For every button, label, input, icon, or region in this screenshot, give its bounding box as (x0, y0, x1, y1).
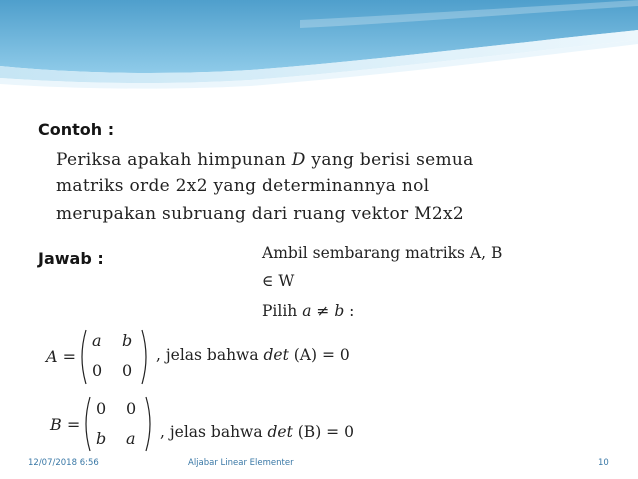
problem-line-1: Periksa apakah himpunan D yang berisi semua (56, 150, 474, 170)
footer-date: 12/07/2018 6:56 (28, 458, 99, 468)
matrix-b-note: , jelas bahwa det (B) = 0 (160, 423, 354, 441)
matrix-a-cell-21: 0 (92, 361, 103, 380)
matrix-a-note: , jelas bahwa det (A) = 0 (156, 346, 350, 364)
matrix-a-cell-11: a (92, 331, 102, 350)
right-line-3: Pilih a ≠ b : (262, 302, 355, 320)
matrix-b-cell-11: 0 (96, 399, 107, 418)
matrix-a-label: A = (46, 347, 77, 366)
problem-line-3: merupakan subruang dari ruang vektor M2x2 (56, 204, 464, 224)
contoh-heading: Contoh : (38, 120, 115, 139)
matrix-a-cell-12: b (122, 331, 133, 350)
matrix-b-cell-12: 0 (126, 399, 137, 418)
right-line-2: ∈ W (262, 272, 295, 290)
footer-page-number: 10 (598, 458, 609, 468)
problem-line-2: matriks orde 2x2 yang determinannya nol (56, 176, 430, 196)
matrix-a-cell-22: 0 (122, 361, 133, 380)
right-line-1: Ambil sembarang matriks A, B (262, 244, 503, 262)
jawab-heading: Jawab : (38, 249, 104, 268)
matrix-b-cell-21: b (96, 429, 107, 448)
footer-course: Aljabar Linear Elementer (188, 458, 294, 468)
matrix-b-label: B = (50, 415, 81, 434)
matrix-b-cell-22: a (126, 429, 136, 448)
matrix-b (82, 395, 154, 453)
matrix-a (78, 328, 150, 386)
slide-header-banner (0, 0, 638, 95)
